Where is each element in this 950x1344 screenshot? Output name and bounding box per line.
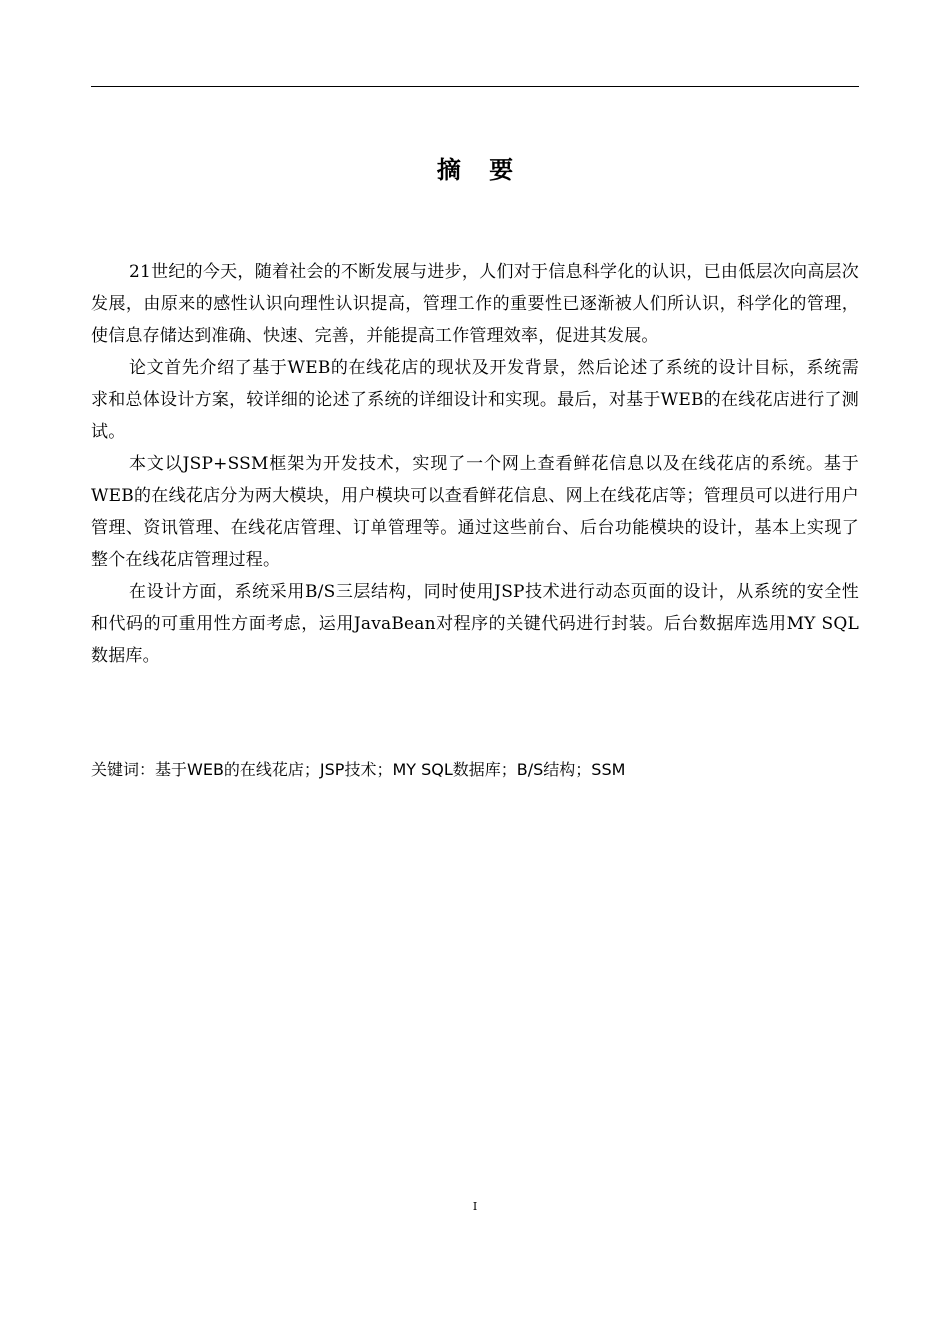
page-number: I xyxy=(472,1200,478,1213)
abstract-paragraph-4: 在设计方面，系统采用B/S三层结构，同时使用JSP技术进行动态页面的设计，从系统的安全性和代码的可重用性方面考虑，运用JavaBean对程序的关键代码进行封装。后台数据库选用MY SQL 数据库。 xyxy=(91,582,859,666)
abstract-body xyxy=(91,256,859,672)
keywords-label: 关键词： xyxy=(91,760,156,779)
abstract-paragraph-1: 21世纪的今天，随着社会的不断发展与进步，人们对于信息科学化的认识，已由低层次向高层次发展，由原来的感性认识向理性认识提高，管理工作的重要性已逐渐被人们所认识，科学化的管理，使信息存储达到准确、快速、完善，并能提高工作管理效率，促进其发展。 xyxy=(91,262,859,346)
keywords-text: 基于WEB的在线花店；JSP技术；MY SQL数据库；B/S结构；SSM xyxy=(155,760,626,779)
keywords-line xyxy=(91,756,859,784)
abstract-title: 摘 要 xyxy=(436,156,524,184)
abstract-paragraph-3: 本文以JSP+SSM框架为开发技术，实现了一个网上查看鲜花信息以及在线花店的系统。基于WEB的在线花店分为两大模块，用户模块可以查看鲜花信息、网上在线花店等；管理员可以进行用户管理、资讯管理、在线花店管理、订单管理等。通过这些前台、后台功能模块的设计，基本上实现了整个在线花店管理过程。 xyxy=(91,454,859,570)
abstract-paragraph-2: 论文首先介绍了基于WEB的在线花店的现状及开发背景，然后论述了系统的设计目标，系统需求和总体设计方案，较详细的论述了系统的详细设计和实现。最后，对基于WEB的在线花店进行了测试。 xyxy=(91,358,859,442)
header-rule xyxy=(91,86,859,87)
